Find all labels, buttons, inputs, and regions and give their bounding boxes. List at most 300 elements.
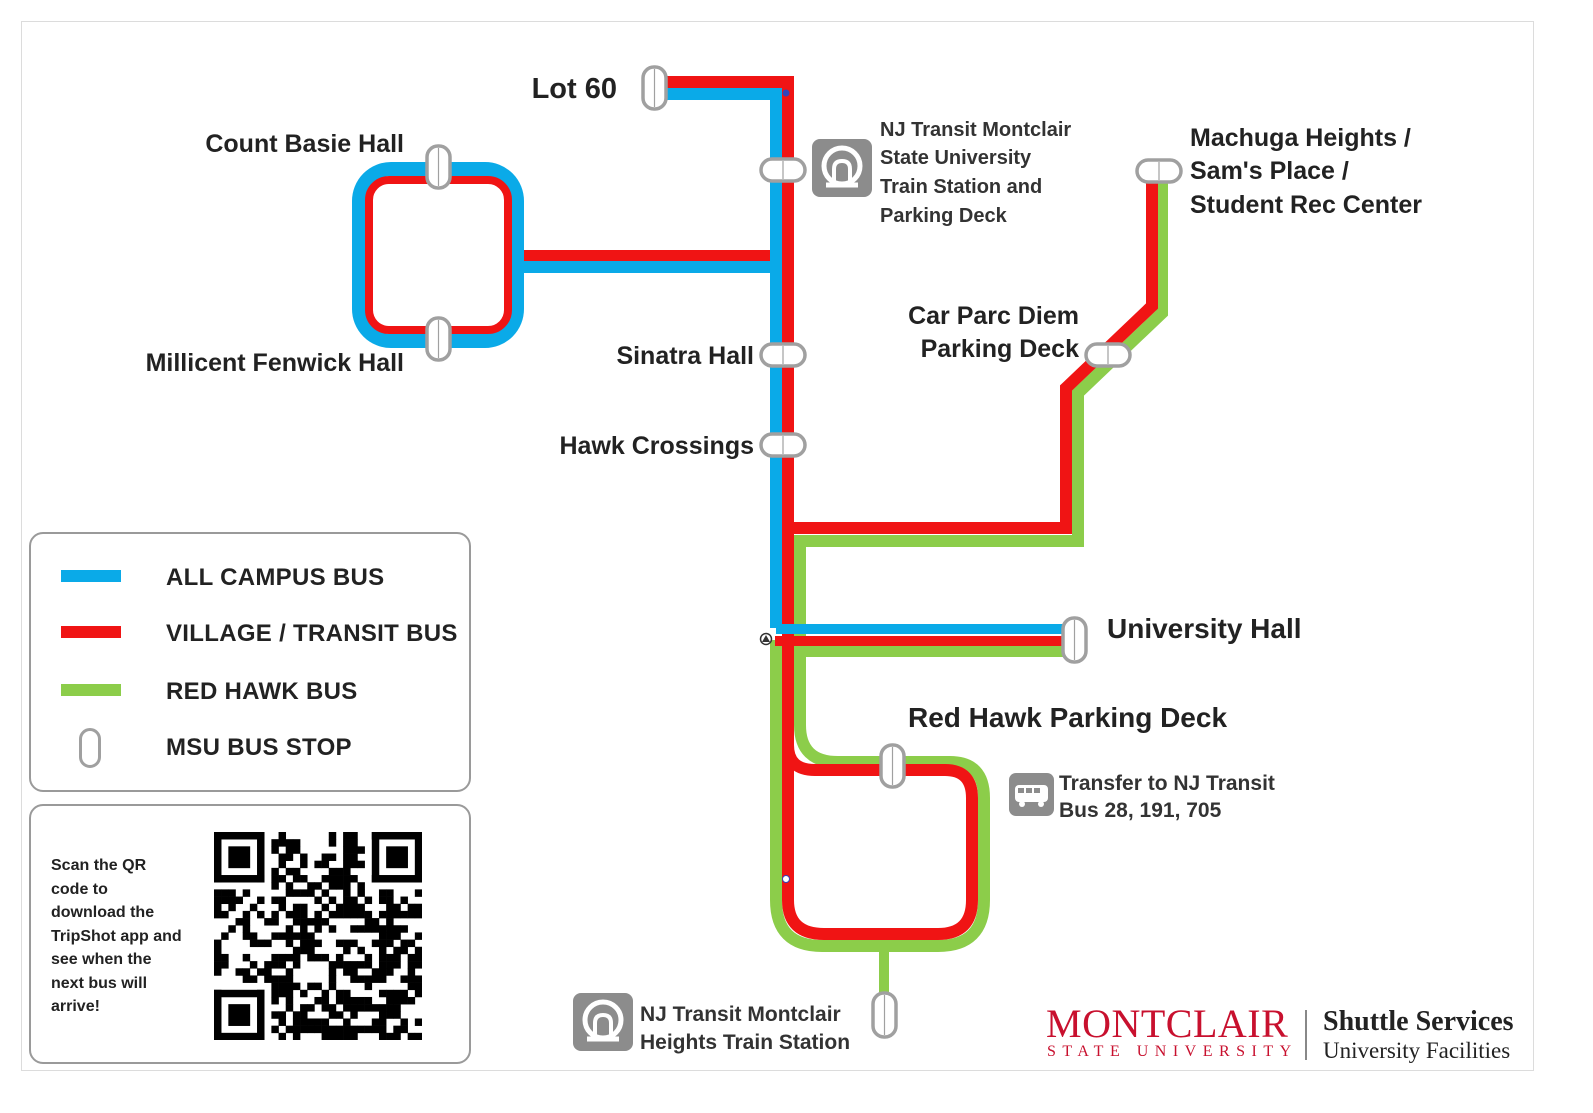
qr-module bbox=[415, 889, 422, 896]
qr-module bbox=[365, 911, 372, 918]
qr-module bbox=[408, 968, 415, 975]
qr-module bbox=[350, 975, 357, 982]
legend-swatch-village-transit bbox=[61, 626, 121, 638]
qr-module bbox=[393, 1011, 400, 1018]
qr-module bbox=[293, 868, 300, 875]
qr-module bbox=[400, 947, 407, 954]
qr-module bbox=[250, 975, 257, 982]
qr-module bbox=[257, 911, 264, 918]
qr-module bbox=[350, 854, 357, 861]
qr-module bbox=[415, 961, 422, 968]
stop-label-machuga-3: Student Rec Center bbox=[1190, 191, 1422, 219]
qr-module bbox=[286, 1004, 293, 1011]
qr-module bbox=[314, 954, 321, 961]
qr-module bbox=[336, 868, 343, 875]
qr-module bbox=[307, 932, 314, 939]
qr-module bbox=[322, 1026, 329, 1033]
qr-module bbox=[236, 897, 243, 904]
qr-module bbox=[365, 925, 372, 932]
qr-module bbox=[307, 1004, 314, 1011]
qr-module bbox=[408, 904, 415, 911]
brand-subtitle: STATE UNIVERSITY bbox=[1047, 1043, 1298, 1060]
qr-module bbox=[300, 940, 307, 947]
qr-module bbox=[393, 1033, 400, 1040]
stop-label-millicent: Millicent Fenwick Hall bbox=[145, 349, 404, 377]
qr-module bbox=[350, 904, 357, 911]
qr-module bbox=[357, 925, 364, 932]
qr-module bbox=[271, 882, 278, 889]
qr-module bbox=[372, 975, 379, 982]
qr-module bbox=[271, 839, 278, 846]
qr-module bbox=[343, 832, 350, 839]
qr-module bbox=[343, 1033, 350, 1040]
qr-module bbox=[393, 990, 400, 997]
qr-module bbox=[271, 990, 278, 997]
qr-module bbox=[372, 1004, 379, 1011]
qr-module bbox=[343, 875, 350, 882]
qr-module bbox=[329, 925, 336, 932]
qr-module bbox=[271, 911, 278, 918]
stop-label-count-basie: Count Basie Hall bbox=[205, 130, 404, 158]
qr-module bbox=[214, 940, 221, 947]
qr-module bbox=[357, 1026, 364, 1033]
qr-module bbox=[279, 897, 286, 904]
qr-module bbox=[286, 997, 293, 1004]
qr-module bbox=[400, 1026, 407, 1033]
qr-module bbox=[415, 975, 422, 982]
qr-module bbox=[357, 947, 364, 954]
qr-module bbox=[286, 954, 293, 961]
qr-module bbox=[343, 846, 350, 853]
train-icon bbox=[573, 993, 633, 1051]
qr-module bbox=[286, 846, 293, 853]
qr-module bbox=[379, 1033, 386, 1040]
qr-module bbox=[271, 1011, 278, 1018]
qr-module bbox=[343, 839, 350, 846]
qr-module bbox=[300, 932, 307, 939]
qr-module bbox=[343, 997, 350, 1004]
qr-module bbox=[293, 918, 300, 925]
stop-label-lot60: Lot 60 bbox=[531, 73, 617, 105]
transfer-label-1: Transfer to NJ Transit bbox=[1059, 772, 1275, 795]
qr-module bbox=[271, 983, 278, 990]
qr-module bbox=[329, 832, 336, 839]
qr-module bbox=[300, 875, 307, 882]
qr-module bbox=[279, 875, 286, 882]
qr-module bbox=[307, 940, 314, 947]
qr-module bbox=[264, 961, 271, 968]
qr-module bbox=[221, 954, 228, 961]
qr-module bbox=[386, 889, 393, 896]
qr-module bbox=[336, 904, 343, 911]
qr-module bbox=[322, 875, 329, 882]
qr-module bbox=[271, 918, 278, 925]
qr-module bbox=[286, 925, 293, 932]
qr-module bbox=[379, 1018, 386, 1025]
qr-module bbox=[329, 882, 336, 889]
qr-module bbox=[300, 918, 307, 925]
qr-module bbox=[286, 868, 293, 875]
qr-module bbox=[264, 940, 271, 947]
qr-module bbox=[322, 1004, 329, 1011]
qr-module bbox=[243, 968, 250, 975]
qr-module bbox=[408, 940, 415, 947]
station-label-heights-2: Heights Train Station bbox=[640, 1031, 851, 1054]
qr-module bbox=[408, 1033, 415, 1040]
qr-module bbox=[336, 961, 343, 968]
stop-label-red-hawk-deck: Red Hawk Parking Deck bbox=[908, 702, 1228, 733]
qr-module bbox=[350, 846, 357, 853]
qr-module bbox=[336, 940, 343, 947]
legend-row-village-transit bbox=[31, 612, 469, 652]
qr-module bbox=[393, 947, 400, 954]
qr-module bbox=[307, 983, 314, 990]
legend-swatch-red-hawk bbox=[61, 684, 121, 696]
brand-department: Shuttle Services bbox=[1323, 1006, 1514, 1037]
qr-module bbox=[415, 954, 422, 961]
qr-module bbox=[408, 961, 415, 968]
qr-module bbox=[400, 925, 407, 932]
qr-module bbox=[393, 997, 400, 1004]
qr-module bbox=[343, 961, 350, 968]
qr-module bbox=[300, 1004, 307, 1011]
qr-module bbox=[343, 897, 350, 904]
legend-label-bus-stop: MSU BUS STOP bbox=[166, 734, 352, 761]
qr-module bbox=[400, 997, 407, 1004]
legend-row-all-campus bbox=[31, 556, 469, 596]
qr-code[interactable] bbox=[214, 832, 422, 1040]
qr-module bbox=[307, 882, 314, 889]
qr-module bbox=[386, 961, 393, 968]
qr-module bbox=[279, 932, 286, 939]
qr-module bbox=[271, 1026, 278, 1033]
qr-module bbox=[357, 997, 364, 1004]
qr-module bbox=[271, 954, 278, 961]
qr-module bbox=[314, 882, 321, 889]
qr-module bbox=[386, 911, 393, 918]
qr-module bbox=[214, 990, 265, 997]
qr-module bbox=[307, 918, 314, 925]
qr-module bbox=[293, 932, 300, 939]
qr-module bbox=[250, 940, 257, 947]
qr-module bbox=[286, 940, 293, 947]
qr-module bbox=[271, 846, 278, 853]
qr-module bbox=[307, 889, 314, 896]
qr-module bbox=[415, 1033, 422, 1040]
qr-module bbox=[329, 1033, 336, 1040]
stop-label-sinatra: Sinatra Hall bbox=[616, 342, 754, 370]
qr-module bbox=[214, 968, 221, 975]
qr-module bbox=[343, 990, 350, 997]
qr-module bbox=[293, 961, 300, 968]
qr-module bbox=[243, 918, 250, 925]
qr-module bbox=[322, 889, 329, 896]
qr-module bbox=[228, 897, 235, 904]
qr-module bbox=[279, 832, 286, 839]
qr-module bbox=[415, 932, 422, 939]
qr-module bbox=[379, 925, 386, 932]
qr-module bbox=[386, 954, 393, 961]
qr-module bbox=[336, 997, 343, 1004]
qr-module bbox=[386, 968, 393, 975]
legend-row-bus-stop bbox=[31, 726, 469, 766]
qr-module bbox=[286, 968, 293, 975]
qr-module bbox=[343, 868, 350, 875]
qr-module bbox=[379, 897, 386, 904]
qr-module bbox=[214, 961, 221, 968]
qr-module bbox=[300, 911, 307, 918]
qr-module bbox=[357, 882, 364, 889]
qr-module bbox=[386, 932, 393, 939]
qr-module bbox=[322, 861, 329, 868]
qr-module bbox=[221, 889, 228, 896]
qr-module bbox=[329, 1004, 336, 1011]
qr-module bbox=[329, 968, 336, 975]
qr-module bbox=[336, 1026, 343, 1033]
qr-module bbox=[329, 897, 336, 904]
qr-module bbox=[314, 1018, 321, 1025]
qr-module bbox=[314, 1026, 321, 1033]
qr-module bbox=[264, 918, 271, 925]
qr-module bbox=[300, 861, 307, 868]
red-hawk-route-deck-loop bbox=[776, 640, 984, 946]
qr-module bbox=[322, 990, 329, 997]
qr-module bbox=[343, 854, 350, 861]
station-label-msu-3: Train Station and bbox=[880, 176, 1043, 198]
qr-module bbox=[279, 1011, 286, 1018]
qr-module bbox=[293, 904, 300, 911]
qr-module bbox=[257, 990, 264, 1040]
qr-module bbox=[271, 875, 278, 882]
qr-module bbox=[415, 983, 422, 990]
qr-module bbox=[300, 1026, 307, 1033]
qr-module bbox=[393, 911, 400, 918]
stop-label-car-parc-2: Parking Deck bbox=[920, 335, 1079, 363]
qr-module bbox=[322, 954, 329, 961]
qr-module bbox=[386, 846, 408, 868]
qr-module bbox=[350, 1011, 357, 1018]
qr-module bbox=[400, 1018, 407, 1025]
qr-module bbox=[243, 911, 250, 918]
qr-module bbox=[350, 1026, 357, 1033]
junction-marker bbox=[783, 876, 790, 883]
qr-module bbox=[408, 911, 415, 918]
qr-module bbox=[365, 997, 372, 1004]
qr-module bbox=[221, 897, 228, 904]
qr-module bbox=[372, 918, 379, 925]
qr-module bbox=[350, 997, 357, 1004]
qr-module bbox=[300, 904, 307, 911]
qr-module bbox=[322, 997, 329, 1004]
qr-module bbox=[336, 954, 343, 961]
qr-module bbox=[286, 882, 293, 889]
qr-module bbox=[329, 975, 336, 982]
qr-module bbox=[393, 961, 400, 968]
qr-module bbox=[350, 940, 357, 947]
qr-module bbox=[221, 961, 228, 968]
qr-module bbox=[393, 904, 400, 911]
qr-module bbox=[307, 1026, 314, 1033]
train-icon bbox=[812, 139, 872, 197]
qr-module bbox=[336, 875, 343, 882]
qr-module bbox=[214, 947, 221, 954]
legend-bus-stop-icon bbox=[79, 728, 101, 768]
qr-instructions: Scan the QR code to download the TripShot app and see when the next bus will arrive! bbox=[51, 857, 182, 1015]
qr-module bbox=[221, 932, 228, 939]
qr-module bbox=[400, 940, 407, 947]
legend-swatch-all-campus bbox=[61, 570, 121, 582]
qr-module bbox=[293, 839, 300, 846]
qr-module bbox=[329, 875, 336, 882]
qr-module bbox=[415, 904, 422, 911]
qr-module bbox=[286, 1026, 293, 1033]
qr-module bbox=[365, 983, 372, 990]
qr-module bbox=[386, 904, 393, 911]
qr-module bbox=[400, 975, 407, 982]
qr-module bbox=[379, 975, 386, 982]
qr-module bbox=[386, 918, 393, 925]
qr-module bbox=[350, 1004, 357, 1011]
qr-module bbox=[271, 961, 278, 968]
qr-module bbox=[293, 875, 300, 882]
qr-module bbox=[372, 1026, 379, 1033]
qr-module bbox=[350, 961, 357, 968]
qr-module bbox=[379, 990, 386, 997]
qr-module bbox=[279, 983, 286, 990]
qr-module bbox=[372, 875, 422, 882]
qr-module bbox=[329, 1026, 336, 1033]
qr-module bbox=[271, 897, 278, 904]
qr-module bbox=[243, 925, 250, 932]
qr-module bbox=[307, 954, 314, 961]
qr-module bbox=[300, 1018, 307, 1025]
qr-module bbox=[243, 975, 250, 982]
qr-module bbox=[228, 1004, 250, 1026]
qr-module bbox=[329, 961, 336, 968]
qr-module bbox=[365, 897, 372, 904]
qr-module bbox=[386, 990, 393, 997]
qr-module bbox=[365, 961, 372, 968]
qr-module bbox=[214, 889, 221, 896]
qr-module bbox=[279, 854, 286, 861]
qr-module bbox=[357, 846, 364, 853]
qr-module bbox=[393, 1026, 400, 1033]
qr-module bbox=[214, 904, 221, 911]
qr-module bbox=[214, 911, 221, 918]
qr-module bbox=[257, 940, 264, 947]
qr-module bbox=[336, 882, 343, 889]
qr-module bbox=[286, 932, 293, 939]
qr-module bbox=[379, 1026, 386, 1033]
qr-module bbox=[236, 918, 243, 925]
qr-module bbox=[386, 1011, 393, 1018]
qr-module bbox=[293, 846, 300, 853]
qr-module bbox=[214, 954, 221, 961]
qr-module bbox=[372, 925, 379, 932]
stop-label-car-parc-1: Car Parc Diem bbox=[908, 302, 1079, 330]
qr-module bbox=[393, 954, 400, 961]
qr-module bbox=[300, 947, 307, 954]
qr-module bbox=[314, 911, 321, 918]
qr-module bbox=[379, 1004, 386, 1011]
qr-module bbox=[408, 954, 415, 961]
qr-module bbox=[286, 889, 293, 896]
qr-module bbox=[228, 846, 250, 868]
qr-module bbox=[343, 1018, 350, 1025]
qr-module bbox=[293, 1026, 300, 1033]
qr-panel bbox=[29, 804, 471, 1064]
qr-module bbox=[279, 861, 286, 868]
qr-module bbox=[307, 1018, 314, 1025]
qr-module bbox=[314, 918, 321, 925]
qr-module bbox=[400, 990, 407, 997]
qr-module bbox=[314, 940, 321, 947]
station-label-msu-1: NJ Transit Montclair bbox=[880, 119, 1072, 141]
station-label-msu-4: Parking Deck bbox=[880, 205, 1007, 227]
qr-module bbox=[379, 932, 386, 939]
qr-module bbox=[393, 1004, 400, 1011]
qr-module bbox=[279, 990, 286, 997]
qr-module bbox=[336, 1011, 343, 1018]
qr-module bbox=[329, 854, 336, 861]
qr-module bbox=[286, 854, 293, 861]
qr-module bbox=[343, 1026, 350, 1033]
qr-module bbox=[264, 968, 271, 975]
qr-module bbox=[357, 861, 364, 868]
village-transit-route-hall-loop bbox=[369, 180, 508, 330]
qr-module bbox=[357, 904, 364, 911]
qr-module bbox=[250, 932, 257, 939]
qr-module bbox=[350, 832, 357, 839]
qr-module bbox=[408, 983, 415, 990]
qr-module bbox=[379, 889, 386, 896]
qr-module bbox=[343, 947, 350, 954]
qr-module bbox=[393, 932, 400, 939]
qr-module bbox=[350, 861, 357, 868]
qr-module bbox=[257, 832, 264, 883]
qr-module bbox=[286, 975, 293, 982]
legend-label-red-hawk: RED HAWK BUS bbox=[166, 678, 358, 705]
qr-module bbox=[372, 968, 379, 975]
qr-module bbox=[379, 940, 386, 947]
qr-module bbox=[415, 911, 422, 918]
qr-module bbox=[386, 1033, 393, 1040]
qr-module bbox=[379, 968, 386, 975]
qr-module bbox=[243, 954, 250, 961]
qr-module bbox=[264, 975, 271, 982]
qr-module bbox=[400, 897, 407, 904]
qr-module bbox=[314, 897, 321, 904]
qr-module bbox=[357, 1004, 364, 1011]
qr-module bbox=[322, 904, 329, 911]
qr-module bbox=[350, 968, 357, 975]
stop-label-university-hall: University Hall bbox=[1107, 613, 1302, 644]
qr-module bbox=[350, 875, 357, 882]
qr-module bbox=[293, 1033, 300, 1040]
qr-module bbox=[300, 889, 307, 896]
qr-module bbox=[279, 954, 286, 961]
qr-module bbox=[286, 911, 293, 918]
brand-unit: University Facilities bbox=[1323, 1038, 1511, 1063]
qr-module bbox=[365, 918, 372, 925]
qr-module bbox=[214, 875, 265, 882]
qr-module bbox=[322, 854, 329, 861]
qr-module bbox=[415, 1018, 422, 1025]
qr-module bbox=[336, 990, 343, 997]
qr-module bbox=[350, 897, 357, 904]
qr-module bbox=[307, 947, 314, 954]
qr-module bbox=[279, 1033, 286, 1040]
